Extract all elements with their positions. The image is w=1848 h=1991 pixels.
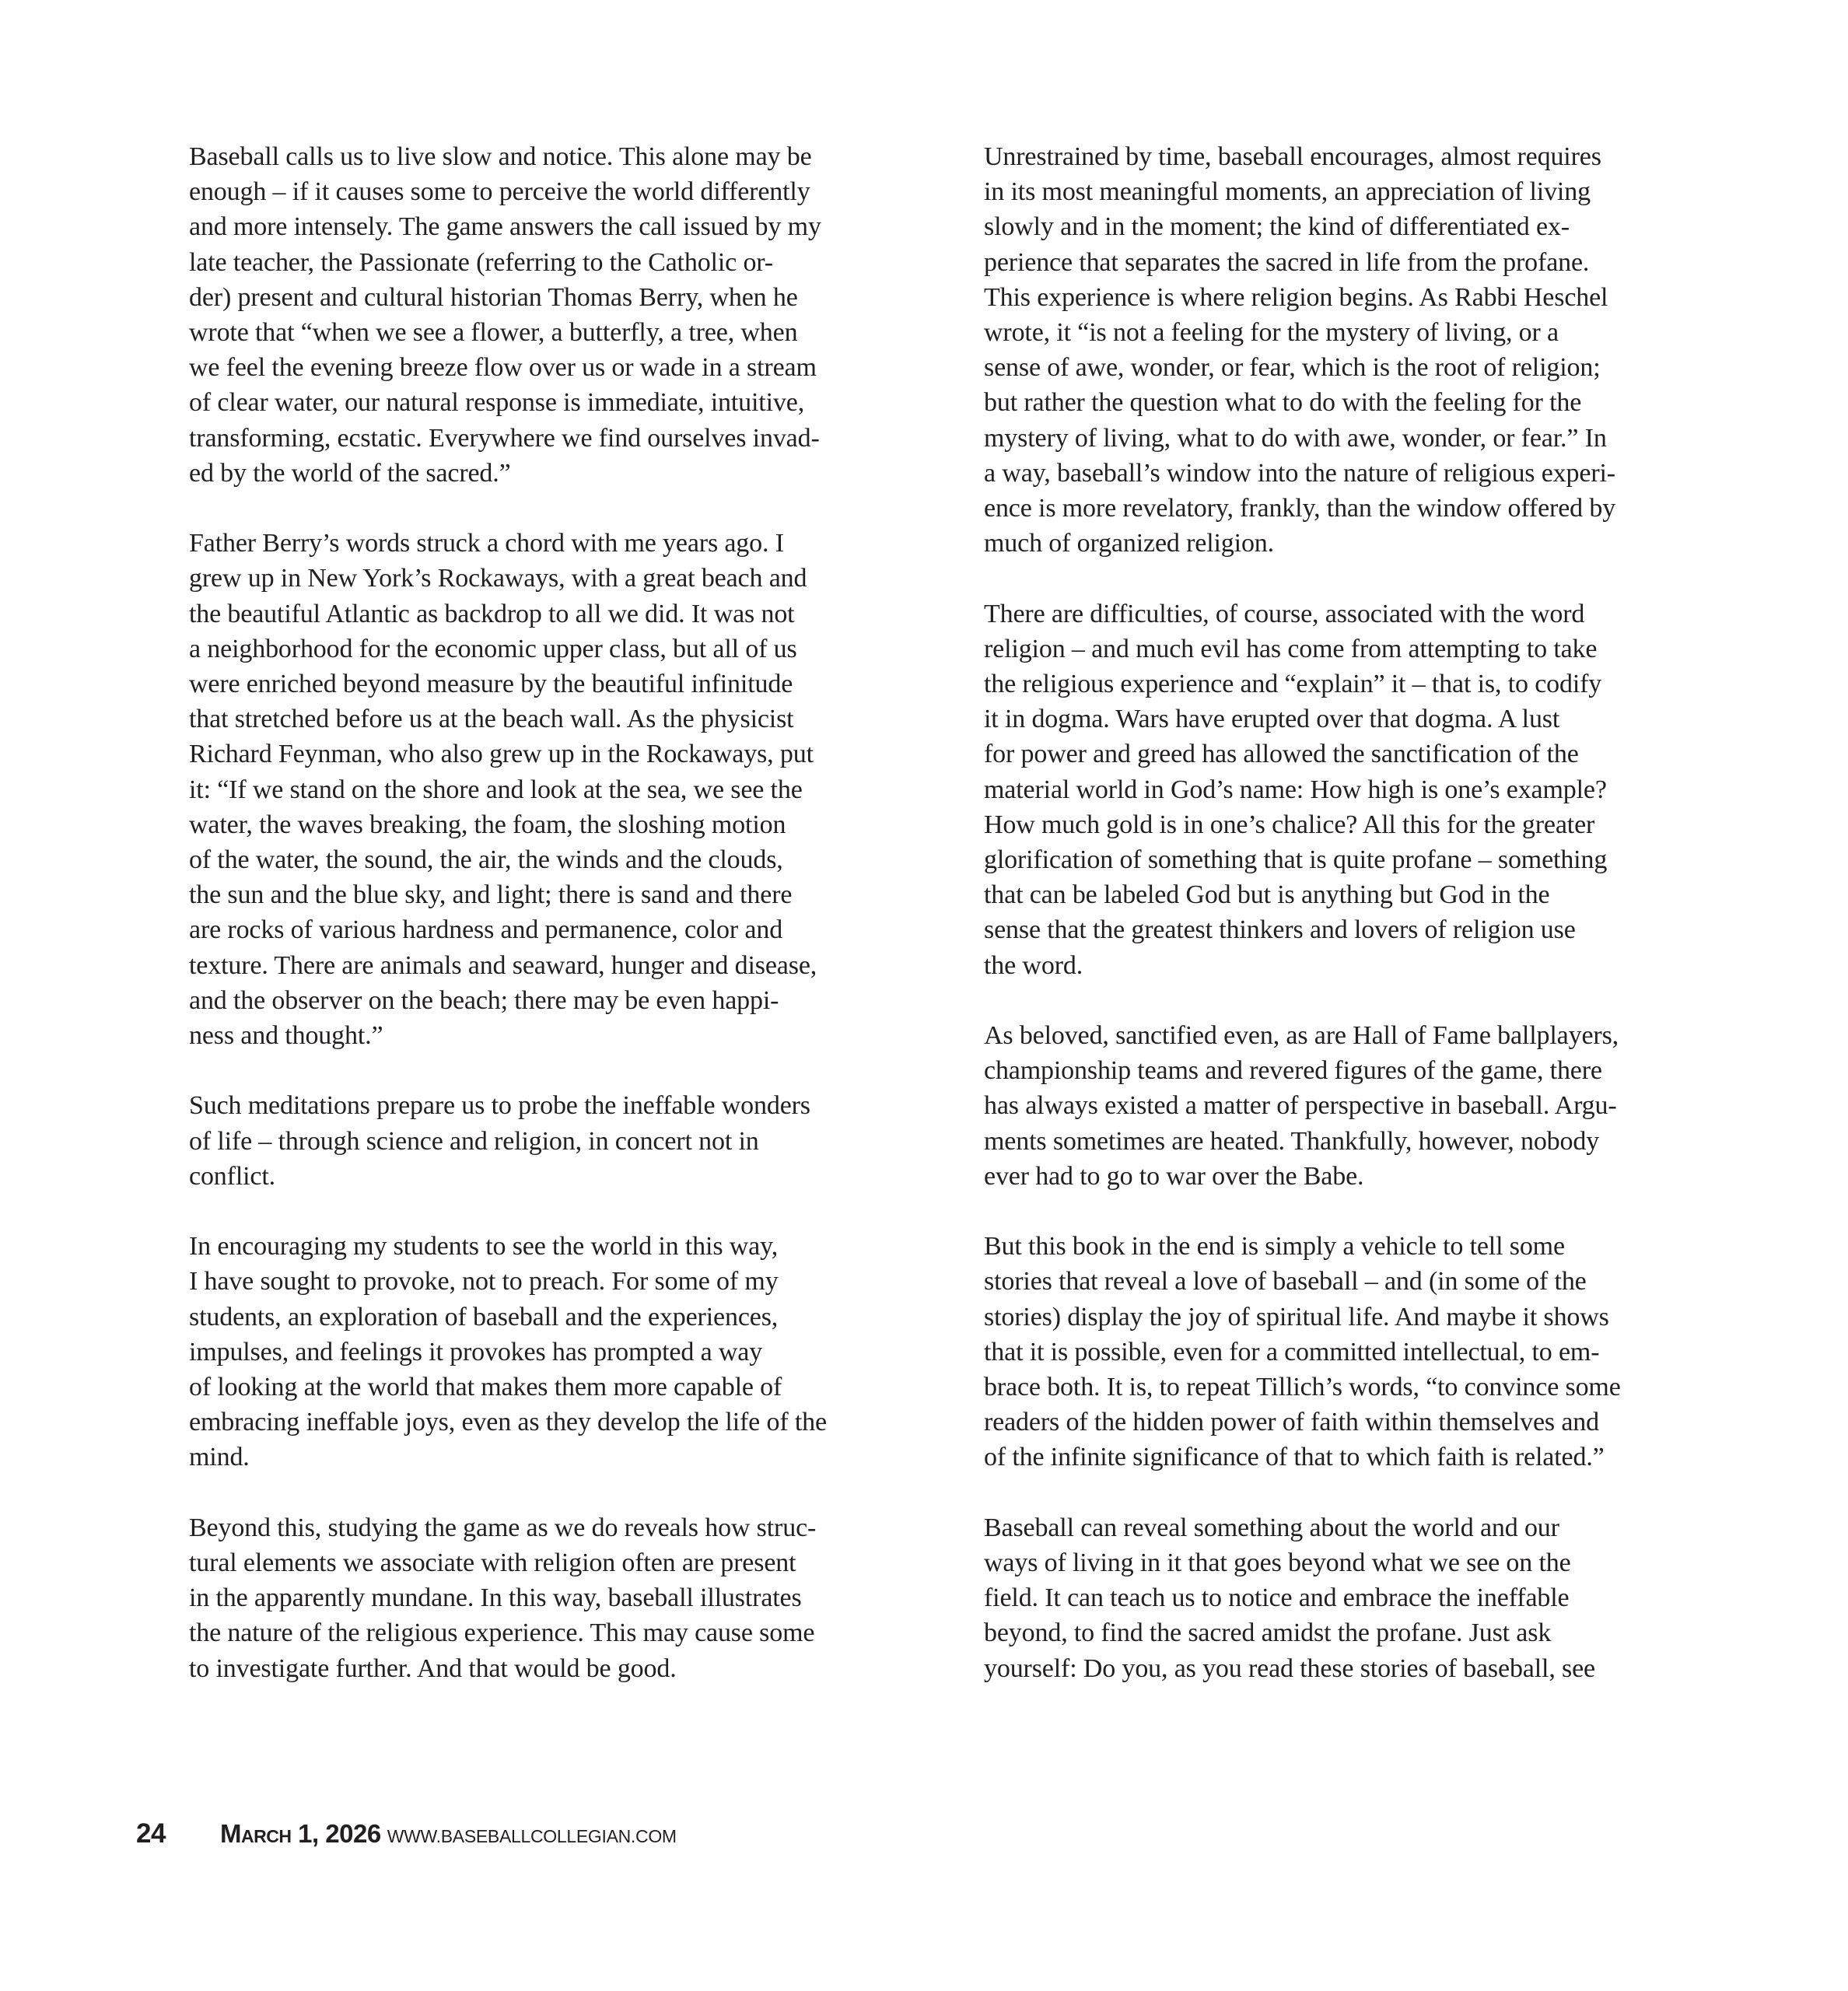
text-line: stories that reveal a love of baseball – and (in some of the <box>984 1267 1587 1296</box>
text-line: the religious experience and “explain” it – that is, to codify <box>984 670 1602 699</box>
text-line: that can be labeled God but is anything but God in the <box>984 880 1550 910</box>
text-line: students, an exploration of baseball and the experiences, <box>189 1302 779 1331</box>
text-line: material world in God’s name: How high is one’s example? <box>984 775 1607 804</box>
text-line: grew up in New York’s Rockaways, with a great beach and <box>189 564 807 593</box>
text-line: mind. <box>189 1443 250 1472</box>
text-line: the beautiful Atlantic as backdrop to all we did. It was not <box>189 599 795 628</box>
text-line: transforming, ecstatic. Everywhere we find ourselves invad- <box>189 423 820 453</box>
site-url: WWW.BASEBALLCOLLEGIAN.COM <box>387 1826 677 1846</box>
text-line: Baseball calls us to live slow and notice. This alone may be <box>189 142 812 171</box>
text-line: As beloved, sanctified even, as are Hall of Fame ballplayers, <box>984 1021 1619 1051</box>
text-line: of the infinite significance of that to which faith is related.” <box>984 1443 1605 1472</box>
text-line: of looking at the world that makes them more capable of <box>189 1373 782 1402</box>
text-line: ways of living in it that goes beyond what we see on the <box>984 1548 1571 1578</box>
text-line: of clear water, our natural response is immediate, intuitive, <box>189 388 805 418</box>
paragraph <box>189 139 920 491</box>
text-line: texture. There are animals and seaward, hunger and disease, <box>189 950 817 980</box>
text-line: How much gold is in one’s chalice? All this for the greater <box>984 810 1595 839</box>
text-line: glorification of something that is quite profane – something <box>984 845 1608 875</box>
text-line: readers of the hidden power of faith within themselves and <box>984 1408 1599 1437</box>
text-line: championship teams and revered figures of the game, there <box>984 1056 1602 1086</box>
text-line: the sun and the blue sky, and light; there is sand and there <box>189 880 793 910</box>
text-line: that it is possible, even for a committed intellectual, to em- <box>984 1337 1600 1366</box>
text-line: ever had to go to war over the Babe. <box>984 1161 1364 1191</box>
text-line: wrote, it “is not a feeling for the mystery of living, or a <box>984 318 1559 348</box>
text-line: Richard Feynman, who also grew up in the Rockaways, put <box>189 740 814 769</box>
text-line: slowly and in the moment; the kind of differentiated ex- <box>984 212 1570 242</box>
text-line: There are difficulties, of course, associated with the word <box>984 599 1585 628</box>
text-line: a way, baseball’s window into the nature of religious experi- <box>984 458 1615 488</box>
paragraph <box>189 1510 920 1686</box>
paragraph <box>984 1229 1715 1475</box>
text-line: of life – through science and religion, in concert not in <box>189 1126 759 1156</box>
paragraph <box>984 1018 1715 1194</box>
text-line: has always existed a matter of perspective in baseball. Argu- <box>984 1091 1617 1121</box>
issue-date: March 1, 2026 <box>220 1819 381 1848</box>
text-line: are rocks of various hardness and permanence, color and <box>189 915 783 945</box>
right-column <box>984 139 1715 1686</box>
text-line: Father Berry’s words struck a chord with me years ago. I <box>189 529 784 558</box>
paragraph <box>189 1229 920 1475</box>
text-line: religion – and much evil has come from attempting to take <box>984 634 1598 663</box>
text-line: stories) display the joy of spiritual life. And maybe it shows <box>984 1302 1609 1331</box>
text-line: But this book in the end is simply a vehicle to tell some <box>984 1232 1565 1261</box>
text-line: wrote that “when we see a flower, a butterfly, a tree, when <box>189 318 798 348</box>
text-line: ments sometimes are heated. Thankfully, however, nobody <box>984 1126 1600 1156</box>
text-line: der) present and cultural historian Thomas Berry, when he <box>189 282 798 312</box>
text-line: to investigate further. And that would be good. <box>189 1653 677 1683</box>
paragraph <box>984 597 1715 983</box>
paragraph <box>189 1088 920 1194</box>
text-line: it in dogma. Wars have erupted over that dogma. A lust <box>984 705 1560 734</box>
text-line: a neighborhood for the economic upper class, but all of us <box>189 634 797 663</box>
text-line: water, the waves breaking, the foam, the sloshing motion <box>189 810 786 839</box>
text-line: it: “If we stand on the shore and look at the sea, we see the <box>189 775 803 804</box>
text-line: the nature of the religious experience. This may cause some <box>189 1618 815 1648</box>
paragraph <box>984 139 1715 561</box>
text-line: Unrestrained by time, baseball encourages, almost requires <box>984 142 1601 171</box>
paragraph <box>189 526 920 1053</box>
paragraph <box>984 1510 1715 1686</box>
text-line: ed by the world of the sacred.” <box>189 458 511 488</box>
text-line: field. It can teach us to notice and embrace the ineffable <box>984 1583 1570 1613</box>
text-line: ness and thought.” <box>189 1021 383 1051</box>
text-line: and the observer on the beach; there may be even happi- <box>189 985 779 1015</box>
text-line: for power and greed has allowed the sanctification of the <box>984 740 1579 769</box>
left-column <box>189 139 920 1686</box>
text-line: in the apparently mundane. In this way, baseball illustrates <box>189 1583 802 1613</box>
text-line: we feel the evening breeze flow over us or wade in a stream <box>189 353 817 383</box>
page-number: 24 <box>136 1818 166 1849</box>
text-line: the word. <box>984 950 1083 980</box>
text-line: but rather the question what to do with the feeling for the <box>984 388 1582 418</box>
text-line: enough – if it causes some to perceive the world differently <box>189 177 810 207</box>
text-line: ence is more revelatory, frankly, than the window offered by <box>984 494 1616 523</box>
text-line: that stretched before us at the beach wall. As the physicist <box>189 705 794 734</box>
text-line: conflict. <box>189 1161 275 1191</box>
text-line: in its most meaningful moments, an appreciation of living <box>984 177 1591 207</box>
text-line: embracing ineffable joys, even as they develop the life of the <box>189 1408 827 1437</box>
text-line: yourself: Do you, as you read these stories of baseball, see <box>984 1653 1595 1683</box>
text-line: were enriched beyond measure by the beautiful infinitude <box>189 670 793 699</box>
text-line: of the water, the sound, the air, the winds and the clouds, <box>189 845 783 875</box>
text-line: late teacher, the Passionate (referring to the Catholic or- <box>189 247 773 277</box>
text-line: I have sought to provoke, not to preach. For some of my <box>189 1267 779 1296</box>
text-line: beyond, to find the sacred amidst the profane. Just ask <box>984 1618 1552 1648</box>
text-line: In encouraging my students to see the world in this way, <box>189 1232 779 1261</box>
page-footer <box>136 1818 677 1853</box>
text-line: perience that separates the sacred in life from the profane. <box>984 247 1590 277</box>
text-line: Beyond this, studying the game as we do reveals how struc- <box>189 1513 817 1542</box>
text-line: much of organized religion. <box>984 529 1274 558</box>
text-line: mystery of living, what to do with awe, wonder, or fear.” In <box>984 423 1607 453</box>
text-line: brace both. It is, to repeat Tillich’s words, “to convince some <box>984 1373 1621 1402</box>
text-line: and more intensely. The game answers the call issued by my <box>189 212 821 242</box>
text-line: This experience is where religion begins. As Rabbi Heschel <box>984 282 1608 312</box>
text-line: sense that the greatest thinkers and lovers of religion use <box>984 915 1576 945</box>
text-line: impulses, and feelings it provokes has prompted a way <box>189 1337 763 1366</box>
text-line: Such meditations prepare us to probe the ineffable wonders <box>189 1091 810 1121</box>
text-line: sense of awe, wonder, or fear, which is the root of religion; <box>984 353 1601 383</box>
text-line: tural elements we associate with religion often are present <box>189 1548 796 1578</box>
text-line: Baseball can reveal something about the world and our <box>984 1513 1559 1542</box>
